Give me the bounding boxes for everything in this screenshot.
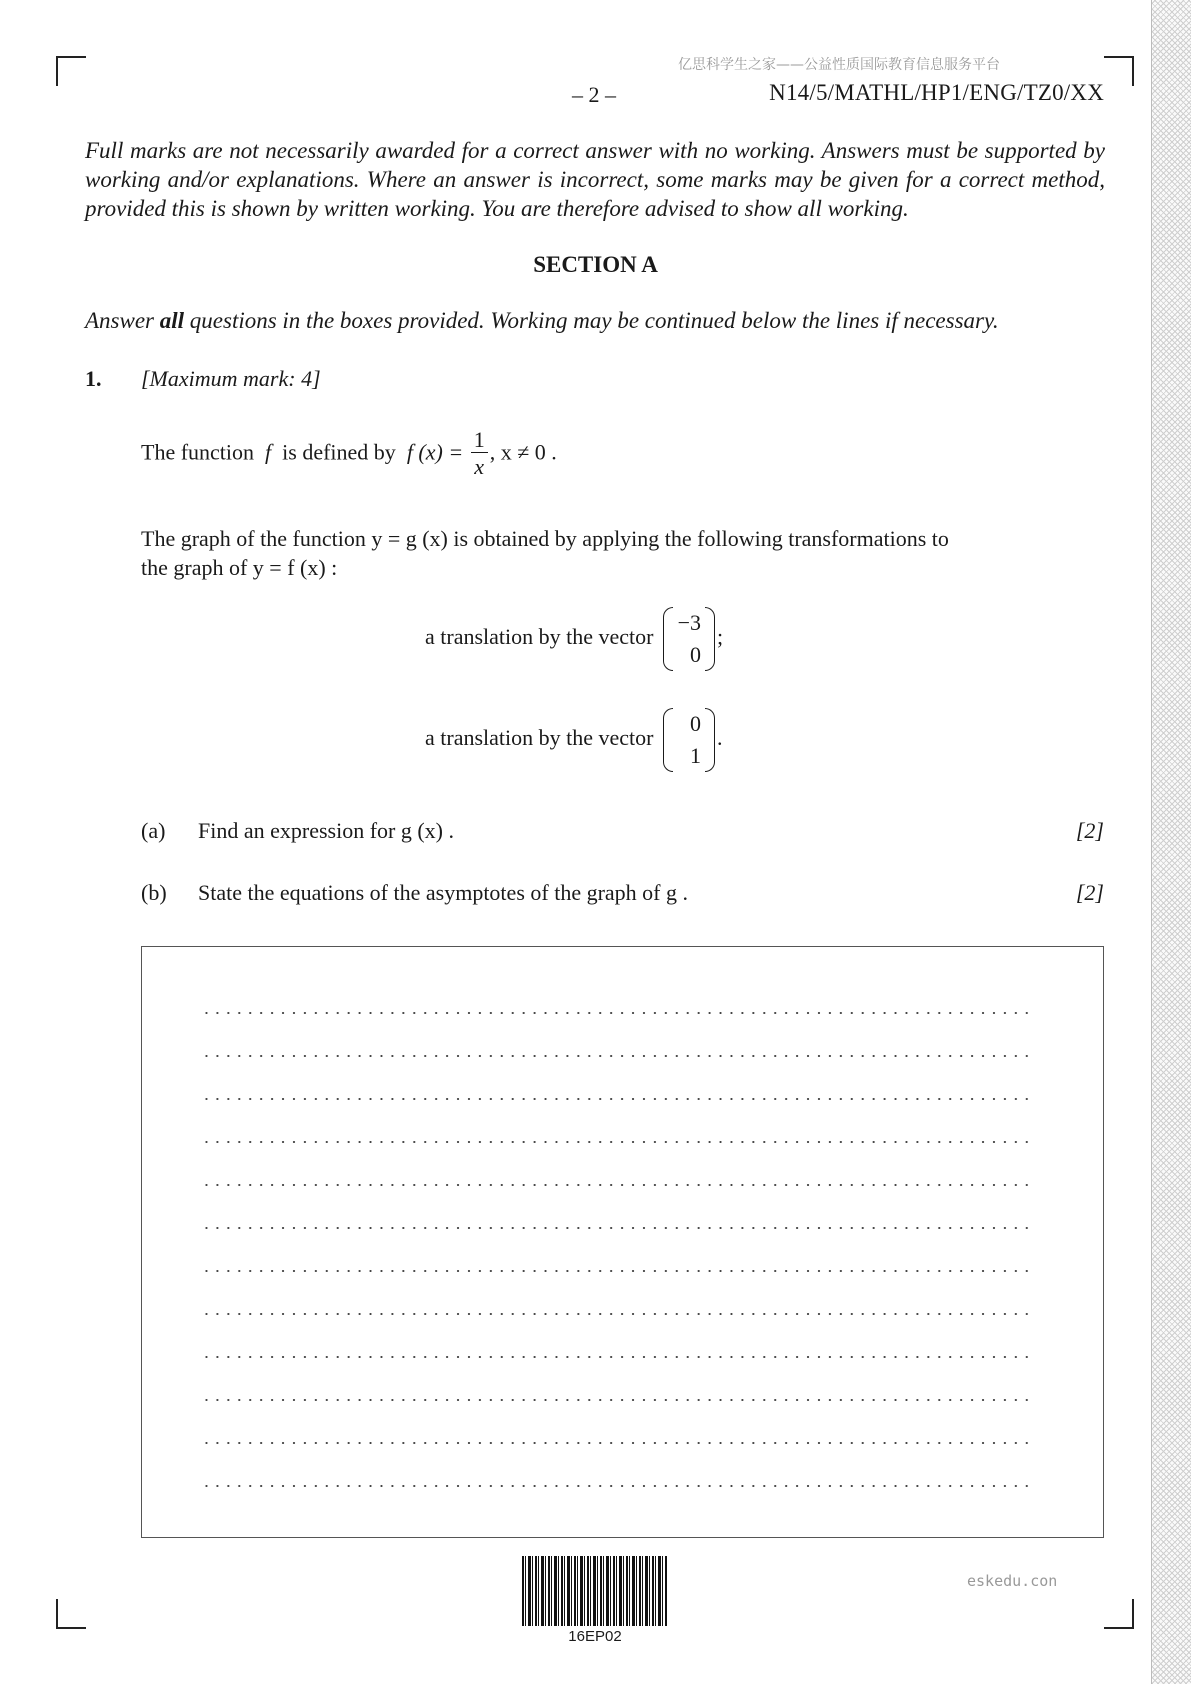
part-a-marks: [2] — [1075, 818, 1104, 843]
part-b-marks: [2] — [1075, 880, 1104, 905]
function-definition — [141, 428, 557, 481]
crop-mark-top-right — [1104, 56, 1134, 86]
vector-2-top: 0 — [689, 711, 701, 736]
answer-dotted-line[interactable] — [201, 1071, 1033, 1114]
graph-description-line1: The graph of the function y = g (x) is obtained by applying the following transformations to — [141, 526, 949, 551]
translation-2 — [425, 708, 722, 772]
answer-dotted-line[interactable] — [201, 1028, 1033, 1071]
def-condition: , x ≠ 0 . — [489, 439, 557, 465]
max-mark: [Maximum mark: 4] — [141, 366, 321, 391]
part-a-text: Find an expression for g (x) . — [198, 818, 455, 843]
vector-1 — [663, 607, 715, 671]
part-a-label: (a) — [141, 818, 166, 843]
translation-1-end: ; — [716, 624, 724, 650]
vector-2 — [663, 708, 715, 772]
crop-mark-bottom-right — [1104, 1599, 1134, 1629]
answer-dotted-line[interactable] — [201, 1200, 1033, 1243]
fraction — [471, 428, 488, 481]
def-fx: f (x) = — [406, 439, 464, 465]
answer-dotted-line[interactable] — [201, 1157, 1033, 1200]
def-mid: is defined by — [282, 439, 396, 465]
part-b-text: State the equations of the asymptotes of the graph of g . — [198, 880, 688, 905]
answer-dotted-line[interactable] — [201, 985, 1033, 1028]
site-watermark: eskedu.con — [967, 1572, 1058, 1590]
translation-2-end: . — [716, 725, 723, 751]
answer-dotted-line[interactable] — [201, 1372, 1033, 1415]
part-b-label: (b) — [141, 880, 167, 905]
def-text: The function — [141, 439, 255, 465]
section-title: SECTION A — [533, 252, 658, 277]
answer-bold: all — [159, 308, 185, 333]
page-number: – 2 – — [572, 82, 616, 107]
question-number: 1. — [85, 366, 102, 391]
paper-code: N14/5/MATHL/HP1/ENG/TZ0/XX — [769, 80, 1104, 105]
translation-2-text: a translation by the vector — [425, 725, 654, 751]
answer-post: questions in the boxes provided. Working may be continued below the lines if necessary. — [184, 308, 999, 333]
def-f: f — [265, 439, 272, 465]
intro-instructions: Full marks are not necessarily awarded for a correct answer with no working. Answers must be supported by working and/or explanations. Where an answer is incorrect, some marks may be given for a correct method, provided this is shown by written working. You are therefore advised to show all working. — [85, 138, 1105, 221]
fraction-numerator: 1 — [471, 428, 488, 453]
barcode-label: 16EP02 — [568, 1628, 622, 1645]
answer-instructions — [85, 308, 999, 334]
translation-1-text: a translation by the vector — [425, 624, 654, 650]
answer-dotted-line[interactable] — [201, 1415, 1033, 1458]
vector-1-top: −3 — [677, 610, 701, 635]
answer-dotted-line[interactable] — [201, 1458, 1033, 1501]
answer-dotted-line[interactable] — [201, 1329, 1033, 1372]
answer-dotted-line[interactable] — [201, 1114, 1033, 1157]
crop-mark-bottom-left — [56, 1599, 86, 1629]
answer-pre: Answer — [85, 308, 160, 333]
barcode — [522, 1556, 668, 1626]
watermark-text: 亿思科学生之家——公益性质国际教育信息服务平台 — [678, 57, 1000, 73]
vector-2-bottom: 1 — [689, 743, 701, 768]
answer-dotted-line[interactable] — [201, 1286, 1033, 1329]
answer-box[interactable] — [141, 946, 1104, 1538]
crop-mark-top-left — [56, 56, 86, 86]
answer-dotted-line[interactable] — [201, 1243, 1033, 1286]
answer-lines — [201, 985, 1033, 1501]
vector-1-bottom: 0 — [689, 642, 701, 667]
fraction-denominator: x — [474, 454, 485, 479]
translation-1 — [425, 607, 723, 671]
graph-description-line2: the graph of y = f (x) : — [141, 555, 338, 580]
